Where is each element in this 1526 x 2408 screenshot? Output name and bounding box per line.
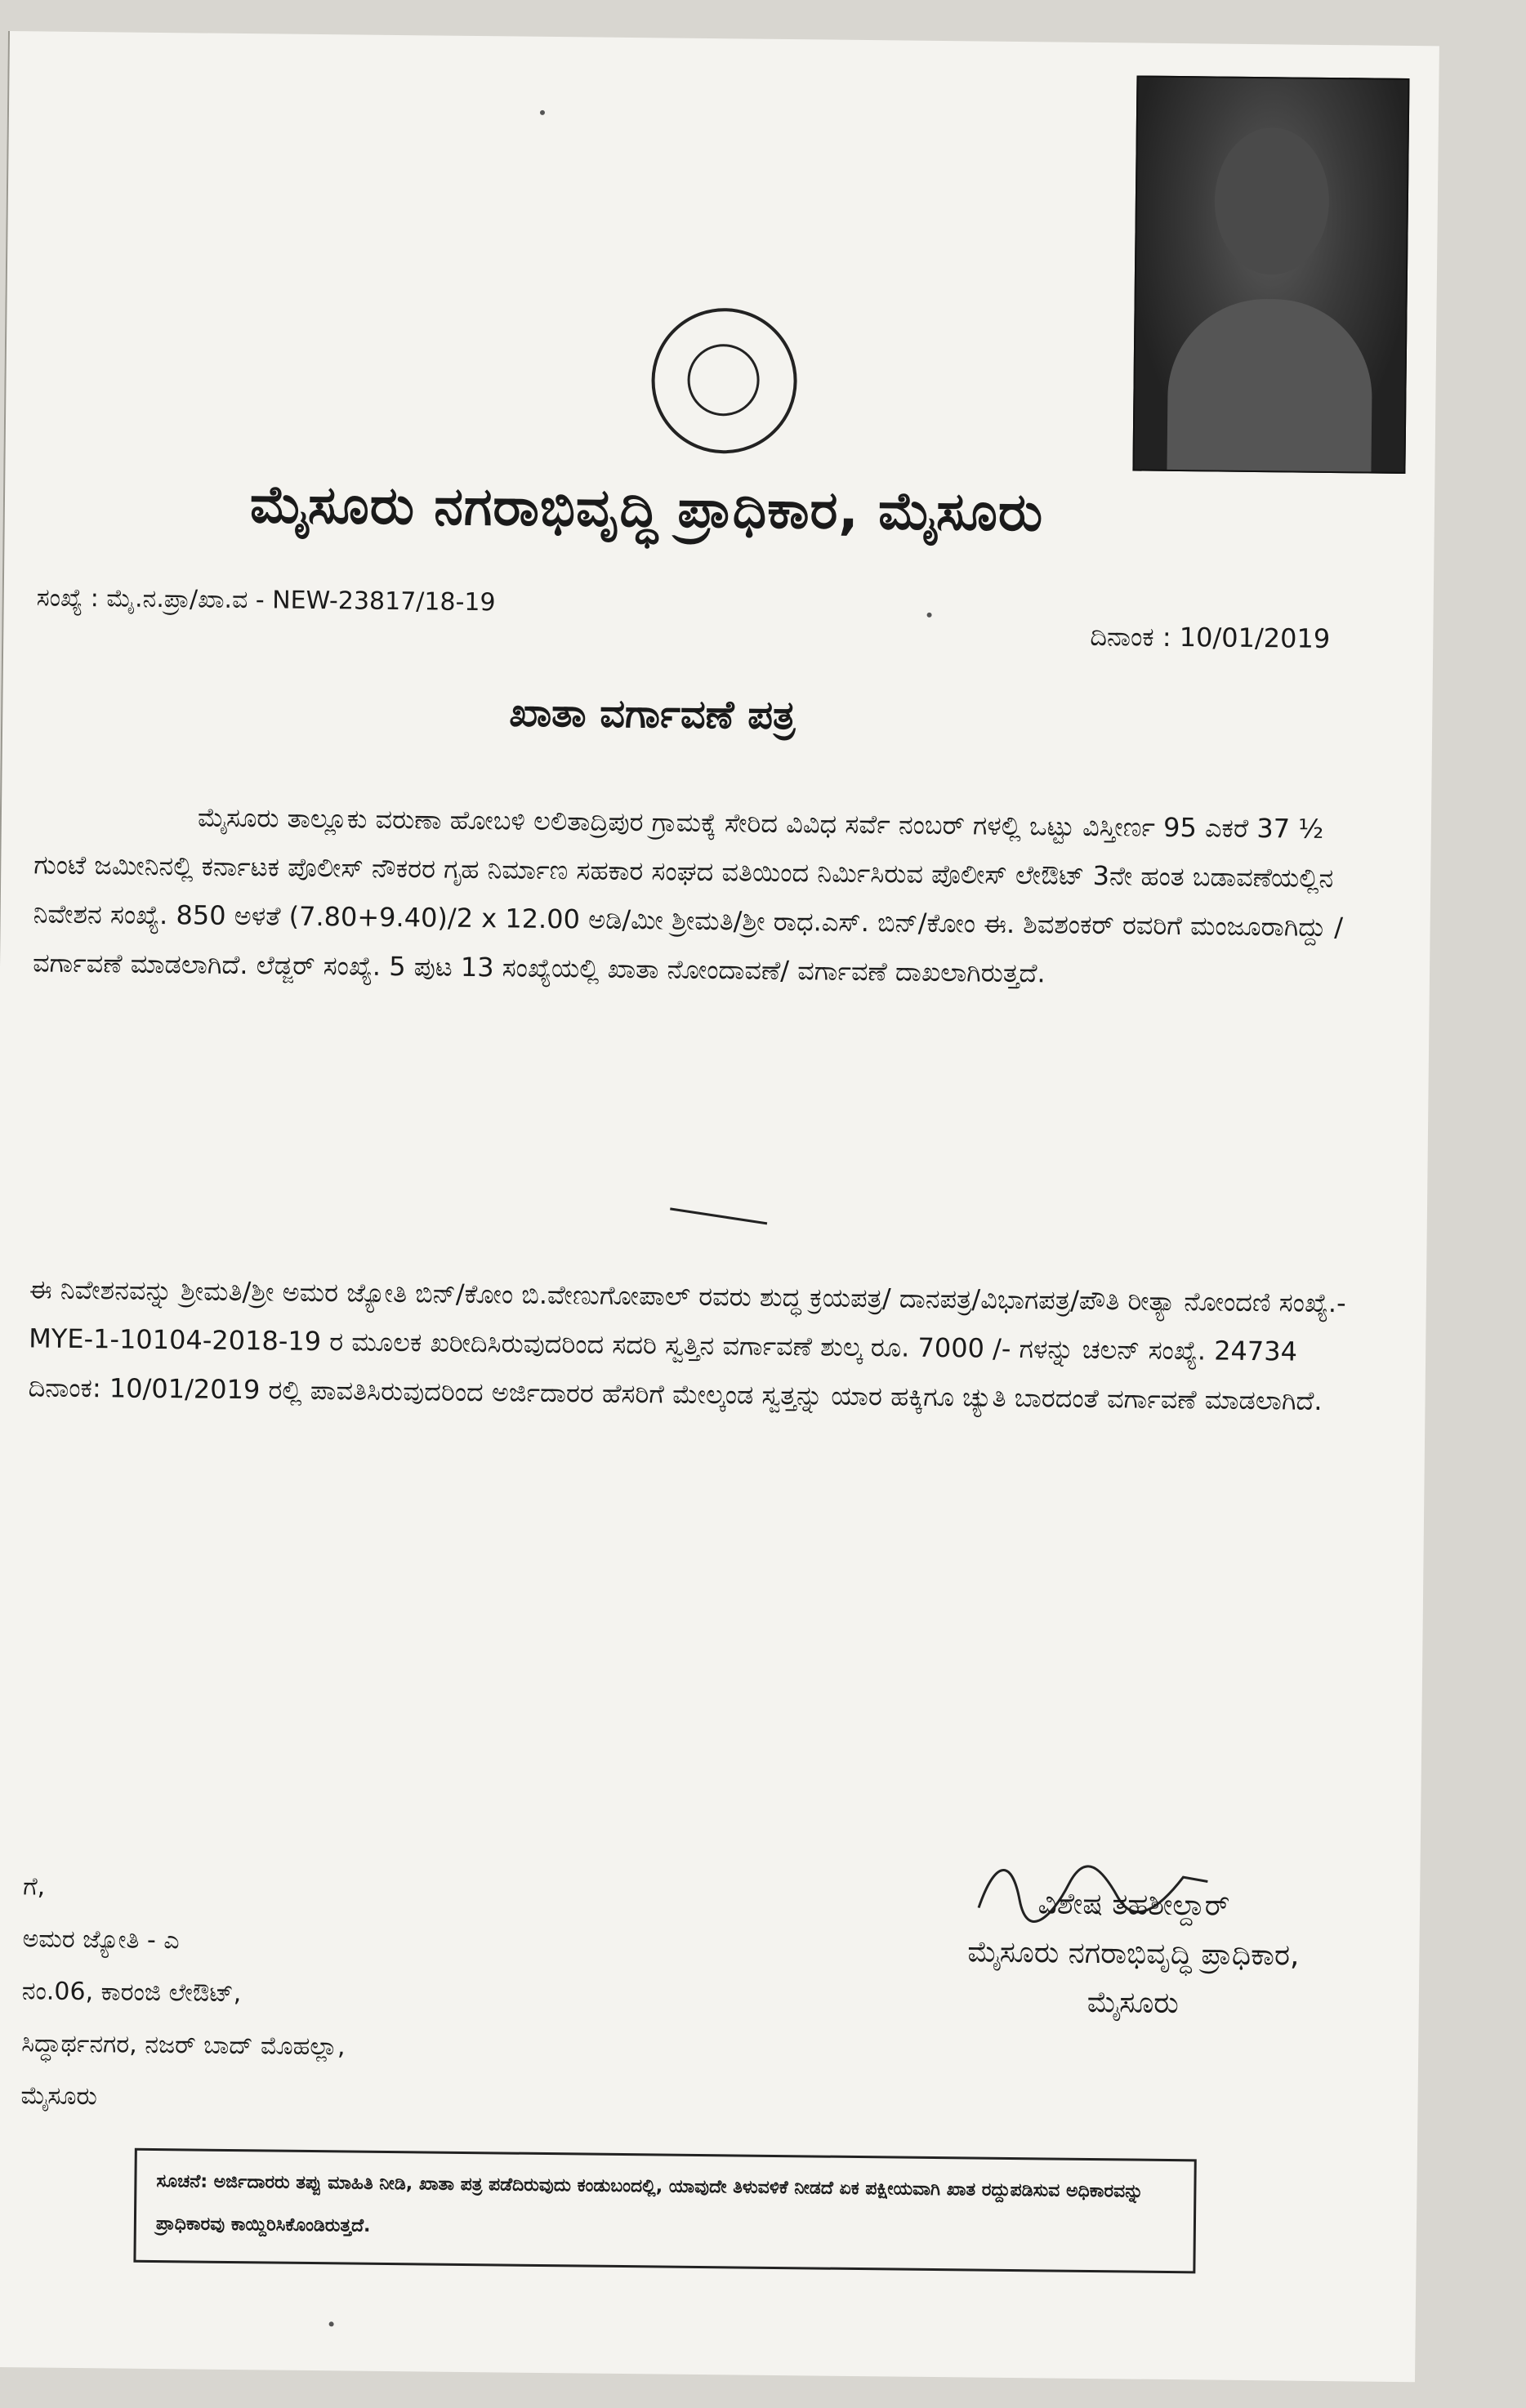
recipient-name: ಅಮರ ಜ್ಯೋತಿ - ಎ bbox=[22, 1924, 180, 1955]
paper-speck bbox=[540, 110, 545, 115]
body-paragraph-2: ಈ ನಿವೇಶನವನ್ನು ಶ್ರೀಮತಿ/ಶ್ರೀ ಅಮರ ಜ್ಯೋತಿ ಬಿನ್/ಕೋಂ ಬಿ.ವೇಣುಗೋಪಾಲ್ ರವರು ಶುದ್ಧ ಕ್ರಯಪತ್ರ/ ದಾನಪತ್ರ/ವಿಭಾಗಪತ್ರ/ಪೌತಿ ರೀತ್ಯಾ ನೋಂದಣಿ ಸಂಖ್ಯೆ.- MYE-1-10104-2018-19 ರ ಮೂಲಕ ಖರೀದಿಸಿರುವುದರಿಂದ ಸದರಿ ಸ್ವತ್ತಿನ ವರ್ಗಾವಣೆ ಶುಲ್ಕ ರೂ. 7000 /- ಗಳನ್ನು ಚಲನ್ ಸಂಖ್ಯೆ. 24734 ದಿನಾಂಕ: 10/01/2019 ರಲ್ಲಿ ಪಾವತಿಸಿರುವುದರಿಂದ ಅರ್ಜಿದಾರರ ಹೆಸರಿಗೆ ಮೇಲ್ಕಂಡ ಸ್ವತ್ತನ್ನು ಯಾರ ಹಕ್ಕಿಗೂ ಚ್ಯುತಿ ಬಾರದಂತೆ ವರ್ಗಾವಣೆ ಮಾಡಲಾಗಿದೆ. bbox=[28, 1273, 1346, 1416]
signatory-block bbox=[879, 1878, 1387, 2030]
applicant-photo bbox=[1132, 75, 1409, 473]
photo-torso bbox=[1167, 298, 1372, 472]
recipient-address bbox=[20, 1861, 347, 2125]
reference-number: ಸಂಖ್ಯೆ : ಮೈ.ನ.ಪ್ರಾ/ಖಾ.ವ - NEW-23817/18-19 bbox=[36, 583, 496, 618]
signatory-office: ಮೈಸೂರು ನಗರಾಭಿವೃದ್ಧಿ ಪ್ರಾಧಿಕಾರ, bbox=[967, 1935, 1300, 1973]
recipient-line2: ಸಿದ್ಧಾರ್ಥನಗರ, ನಜರ್ ಬಾದ್ ಮೊಹಲ್ಲಾ, bbox=[21, 2029, 346, 2062]
seal-lettering bbox=[655, 317, 794, 319]
document-subject: ಖಾತಾ ವರ್ಗಾವಣೆ ಪತ್ರ bbox=[509, 689, 796, 739]
paper-speck bbox=[329, 2321, 334, 2326]
issue-date: ದಿನಾಂಕ : 10/01/2019 bbox=[1090, 620, 1331, 654]
signatory-place: ಮೈಸೂರು bbox=[1086, 1985, 1180, 2021]
handwritten-insert-mark bbox=[665, 1207, 767, 1256]
paper-speck bbox=[927, 613, 932, 618]
recipient-to: ಗೆ, bbox=[23, 1872, 46, 1902]
recipient-line1: ನಂ.06, ಕಾರಂಜಿ ಲೇಔಟ್, bbox=[21, 1977, 242, 2009]
authority-title: ಮೈಸೂರು ನಗರಾಭಿವೃದ್ಧಿ ಪ್ರಾಧಿಕಾರ, ಮೈಸೂರು bbox=[249, 475, 1044, 544]
document-page bbox=[0, 31, 1439, 2382]
notice-box: ಸೂಚನೆ: ಅರ್ಜಿದಾರರು ತಪ್ಪು ಮಾಹಿತಿ ನೀಡಿ, ಖಾತಾ ಪತ್ರ ಪಡೆದಿರುವುದು ಕಂಡುಬಂದಲ್ಲಿ, ಯಾವುದೇ ತಿಳುವಳಿಕೆ ನೀಡದೆ ಏಕ ಪಕ್ಷೀಯವಾಗಿ ಖಾತ ರದ್ದುಪಡಿಸುವ ಅಧಿಕಾರವನ್ನು ಪ್ರಾಧಿಕಾರವು ಕಾಯ್ದಿರಿಸಿಕೊಂಡಿರುತ್ತದೆ. bbox=[133, 2148, 1196, 2274]
photo-face bbox=[1214, 127, 1330, 274]
seal-emblem-icon bbox=[687, 344, 760, 417]
recipient-line3: ಮೈಸೂರು bbox=[20, 2081, 98, 2111]
signatory-designation: ವಿಶೇಷ ತಹಶೀಲ್ದಾರ್ bbox=[1037, 1887, 1230, 1923]
authority-seal bbox=[651, 307, 798, 454]
body-paragraph-1: ಮೈಸೂರು ತಾಲ್ಲೂಕು ವರುಣಾ ಹೋಬಳಿ ಲಲಿತಾದ್ರಿಪುರ ಗ್ರಾಮಕ್ಕೆ ಸೇರಿದ ವಿವಿಧ ಸರ್ವೆ ನಂಬರ್ ಗಳಲ್ಲಿ ಒಟ್ಟು ವಿಸ್ತೀರ್ಣ 95 ಎಕರೆ 37 ½ ಗುಂಟೆ ಜಮೀನಿನಲ್ಲಿ ಕರ್ನಾಟಕ ಪೊಲೀಸ್ ನೌಕರರ ಗೃಹ ನಿರ್ಮಾಣ ಸಹಕಾರ ಸಂಘದ ವತಿಯಿಂದ ನಿರ್ಮಿಸಿರುವ ಪೊಲೀಸ್ ಲೇಔಟ್ 3ನೇ ಹಂತ ಬಡಾವಣೆಯಲ್ಲಿನ ನಿವೇಶನ ಸಂಖ್ಯೆ. 850 ಅಳತೆ (7.80+9.40)/2 x 12.00 ಅಡಿ/ಮೀ ಶ್ರೀಮತಿ/ಶ್ರೀ ರಾಧ.ಎಸ್. ಬಿನ್/ಕೋಂ ಈ. ಶಿವಶಂಕರ್ ರವರಿಗೆ ಮಂಜೂರಾಗಿದ್ದು / ವರ್ಗಾವಣೆ ಮಾಡಲಾಗಿದೆ. ಲೆಡ್ಜರ್ ಸಂಖ್ಯೆ. 5 ಪುಟ 13 ಸಂಖ್ಯೆಯಲ್ಲಿ ಖಾತಾ ನೋಂದಾವಣೆ/ ವರ್ಗಾವಣೆ ದಾಖಲಾಗಿರುತ್ತದೆ. bbox=[32, 801, 1344, 989]
